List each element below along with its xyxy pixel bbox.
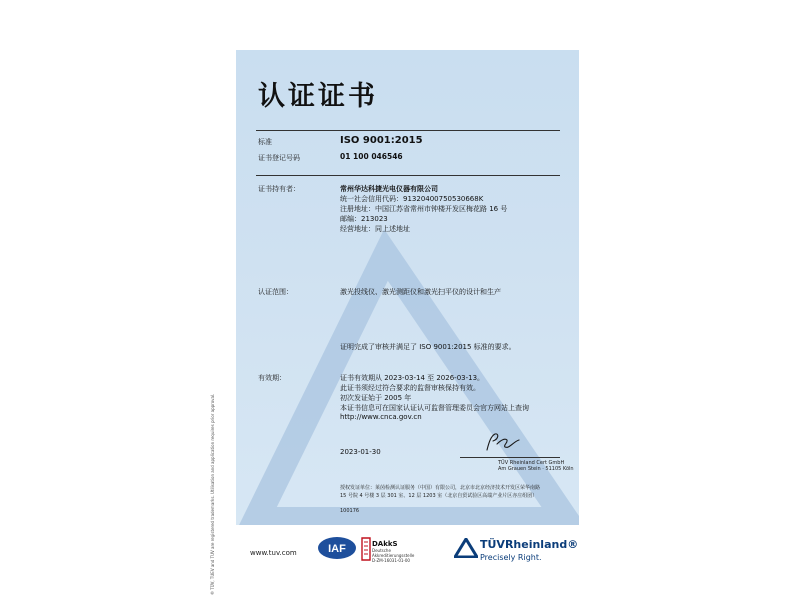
- tuv-website-link[interactable]: www.tuv.com: [250, 549, 297, 557]
- validity-line: 初次发证始于 2005 年: [340, 394, 412, 402]
- holder-credit-code: 统一社会信用代码：91320400750530668K: [340, 195, 484, 203]
- dakks-name: DAkkS: [372, 540, 398, 548]
- scope-label: 认证范围：: [258, 288, 293, 296]
- standard-value: ISO 9001:2015: [340, 135, 423, 146]
- issuer-name: TÜV Rheinland Cert GmbH: [498, 460, 565, 466]
- validity-line: 本证书信息可在国家认证认可监督管理委员会官方网站上查询: [340, 404, 529, 412]
- certificate-title: 认证证书: [258, 81, 378, 112]
- validity-line: 此证书须经过符合要求的监督审核保持有效。: [340, 384, 480, 392]
- authorization-line: 15 号院 4 号楼 3 层 301 室、12 层 1203 室（北京自贸试验区高端产业片区亦庄组团）: [340, 493, 538, 499]
- standard-label: 标准: [258, 138, 272, 146]
- holder-op-address: 经营地址：同上述地址: [340, 225, 410, 233]
- holder-reg-address: 注册地址：中国江苏省常州市钟楼开发区梅花路 16 号: [340, 205, 508, 213]
- trademark-side-note: ® TÜV, TUEV and TUV are registered trademarks. Utilisation and application requires prior approval.: [210, 393, 215, 595]
- signature-line: [460, 457, 560, 458]
- divider: [256, 130, 560, 131]
- dakks-line: D-ZM-16031-01-00: [372, 558, 410, 563]
- certificate-page: [236, 50, 579, 590]
- issue-date: 2023-01-30: [340, 448, 381, 456]
- holder-postcode: 邮编：213023: [340, 215, 388, 223]
- authorization-text: [340, 484, 540, 500]
- dakks-details: [372, 548, 414, 563]
- holder-label: 证书持有者：: [258, 185, 300, 193]
- dakks-line: Akkreditierungsstelle: [372, 553, 415, 558]
- tuv-triangle-logo-icon: [454, 538, 478, 558]
- cnca-link[interactable]: http://www.cnca.gov.cn: [340, 413, 422, 421]
- iaf-logo-icon: [317, 536, 357, 560]
- signature: [481, 430, 523, 454]
- issuer-address: Am Grauen Stein · 51105 Köln: [498, 466, 574, 472]
- tuv-slogan: Precisely Right.: [480, 553, 542, 562]
- validity-line: 证书有效期从 2023-03-14 至 2026-03-13。: [340, 374, 485, 382]
- iaf-logo-text: IAF: [328, 543, 346, 555]
- authorization-line: 授权发证单位：莱茵检测认证服务（中国）有限公司，北京市北京经济技术开发区荣华南路: [340, 485, 541, 491]
- tuv-brand-name: TÜVRheinland®: [480, 538, 579, 551]
- holder-company: 常州华达科捷光电仪器有限公司: [340, 185, 438, 193]
- registration-number: 01 100 046546: [340, 152, 403, 161]
- dakks-line: Deutsche: [372, 548, 391, 553]
- registration-label: 证书登记号码: [258, 154, 300, 162]
- compliance-statement: 证明完成了审核并满足了 ISO 9001:2015 标准的要求。: [340, 343, 516, 351]
- scope-value: 激光投线仪、激光测距仪和激光扫平仪的设计和生产: [340, 288, 501, 296]
- divider: [256, 175, 560, 176]
- authorization-number: 100176: [340, 508, 360, 514]
- validity-label: 有效期：: [258, 374, 286, 382]
